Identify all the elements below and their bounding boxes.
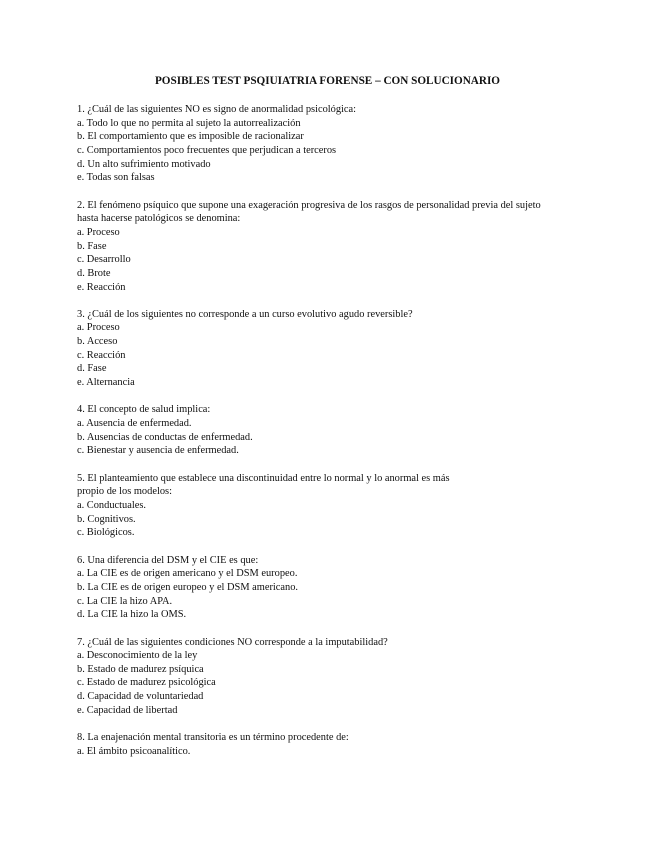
answer-option: e. Capacidad de libertad: [77, 704, 178, 716]
question-text: 7. ¿Cuál de las siguientes condiciones NO corresponde a la imputabilidad?: [77, 636, 388, 648]
question-text: 5. El planteamiento que establece una discontinuidad entre lo normal y lo anormal es más propio de los modelos:: [77, 472, 450, 498]
answer-option: d. Fase: [77, 363, 107, 375]
answer-option: d. La CIE la hizo la OMS.: [77, 609, 187, 621]
answer-option: a. Ausencia de enfermedad.: [77, 418, 192, 430]
answer-option: d. Capacidad de voluntariedad: [77, 691, 204, 703]
question-text: 6. Una diferencia del DSM y el CIE es que:: [77, 554, 259, 566]
answer-option: b. Cognitivos.: [77, 513, 136, 525]
answer-option: c. Comportamientos poco frecuentes que perjudican a terceros: [77, 144, 337, 156]
answer-option: a. Desconocimiento de la ley: [77, 650, 198, 662]
question-text: 3. ¿Cuál de los siguientes no corresponde a un curso evolutivo agudo reversible?: [77, 308, 413, 320]
answer-option: c. La CIE la hizo APA.: [77, 595, 173, 607]
question-7: [77, 636, 577, 718]
question-list: [77, 103, 577, 772]
question-4: [77, 403, 577, 458]
question-3: [77, 308, 577, 390]
answer-option: c. Reacción: [77, 349, 126, 361]
question-text: 2. El fenómeno psíquico que supone una exageración progresiva de los rasgos de personalidad previa del sujeto hasta hacerse patológicos se denomina:: [77, 199, 541, 225]
answer-option: b. Estado de madurez psíquica: [77, 663, 204, 675]
answer-option: e. Alternancia: [77, 377, 135, 389]
question-2: [77, 199, 577, 295]
answer-option: a. Proceso: [77, 226, 120, 238]
answer-option: b. El comportamiento que es imposible de racionalizar: [77, 131, 304, 143]
answer-option: e. Reacción: [77, 281, 126, 293]
answer-option: a. Todo lo que no permita al sujeto la autorrealización: [77, 117, 301, 129]
answer-option: a. Proceso: [77, 322, 120, 334]
question-6: [77, 554, 577, 622]
answer-option: b. Fase: [77, 240, 107, 252]
answer-option: b. Ausencias de conductas de enfermedad.: [77, 431, 253, 443]
answer-option: c. Estado de madurez psicológica: [77, 677, 216, 689]
question-text: 1. ¿Cuál de las siguientes NO es signo de anormalidad psicológica:: [77, 104, 357, 115]
answer-option: b. La CIE es de origen europeo y el DSM americano.: [77, 581, 299, 593]
answer-option: c. Desarrollo: [77, 254, 131, 266]
answer-option: a. Conductuales.: [77, 499, 146, 511]
answer-option: d. Un alto sufrimiento motivado: [77, 158, 211, 170]
question-text: 4. El concepto de salud implica:: [77, 404, 211, 416]
answer-option: b. Acceso: [77, 336, 118, 348]
question-1: [77, 103, 577, 185]
question-8: [77, 731, 577, 758]
answer-option: c. Bienestar y ausencia de enfermedad.: [77, 445, 239, 457]
document-title: POSIBLES TEST PSQIUIATRIA FORENSE – CON SOLUCIONARIO: [154, 75, 501, 87]
answer-option: c. Biológicos.: [77, 527, 135, 539]
question-5: [77, 472, 577, 540]
answer-option: a. La CIE es de origen americano y el DSM europeo.: [77, 568, 298, 580]
answer-option: a. El ámbito psicoanalítico.: [77, 745, 191, 757]
answer-option: e. Todas son falsas: [77, 172, 155, 184]
question-text: 8. La enajenación mental transitoria es un término procedente de:: [77, 732, 349, 744]
answer-option: d. Brote: [77, 267, 111, 279]
